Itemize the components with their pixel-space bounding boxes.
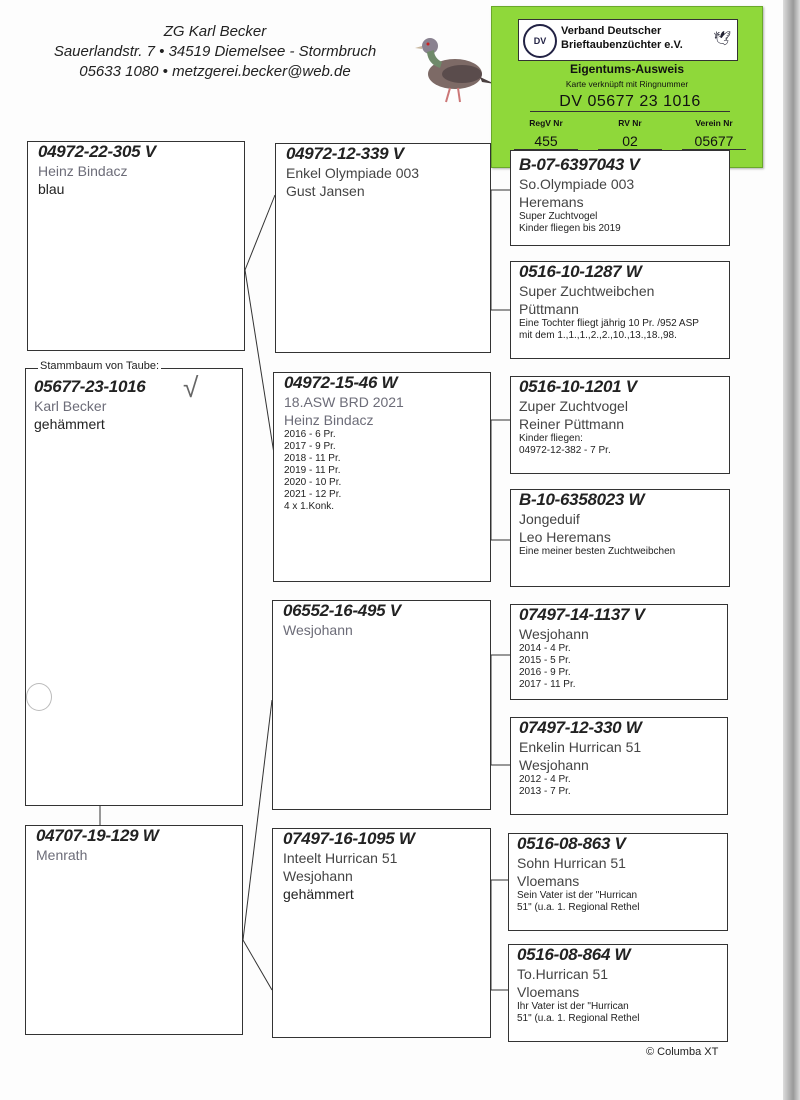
gp3-line1: Wesjohann [283,622,353,638]
ggp8-line1: To.Hurrican 51 [517,966,609,982]
ggp7-line2: Vloemans [517,873,580,889]
gp1-ring: 04972-12-339 V [286,144,404,163]
footer-copyright: © Columba XT [646,1046,719,1058]
ggp5-ring: 07497-14-1137 V [519,605,645,624]
gp3-ring: 06552-16-495 V [283,601,401,620]
regv-label: RegV Nr [529,118,563,128]
grandparent-box-2 [273,372,491,582]
ggp6-ring: 07497-12-330 W [519,718,642,737]
ggp2-note: Eine Tochter fliegt jährig 10 Pr. /952 ASP [519,318,699,329]
mother-breeder: Menrath [36,847,88,863]
header-contact: 05633 1080 • metzgerei.becker@web.de [79,63,351,80]
pedigree-caption: Stammbaum von Taube: [40,360,160,372]
regv-value: 455 [514,133,578,150]
gp4-line3: gehämmert [283,886,354,902]
father-color: blau [38,181,65,197]
gp2-result: 2019 - 11 Pr. [284,465,341,476]
punch-hole [26,683,52,711]
scan-edge [783,0,800,1100]
grandparent-box-4 [272,828,491,1038]
ggp3-note: Kinder fliegen: [519,433,583,444]
ggp6-line2: Wesjohann [519,757,589,773]
ggp7-line1: Sohn Hurrican 51 [517,855,626,871]
rv-label: RV Nr [618,118,642,128]
great-grandparent-box-2 [510,261,730,359]
great-grandparent-box-5 [510,604,728,700]
great-grandparent-box-8 [508,944,728,1042]
verein-label: Verein Nr [695,118,733,128]
father-breeder: Heinz Bindacz [38,163,128,179]
ggp3-line1: Zuper Zuchtvogel [519,398,628,414]
gp2-result: 2018 - 11 Pr. [284,453,341,464]
ggp2-ring: 0516-10-1287 W [519,262,642,281]
gp1-line1: Enkel Olympiade 003 [286,165,420,181]
gp2-line1: 18.ASW BRD 2021 [284,394,404,410]
gp2-line2: Heinz Bindacz [284,412,374,428]
gp4-line1: Inteelt Hurrican 51 [283,850,398,866]
mother-ring: 04707-19-129 W [36,826,159,845]
mother-box [25,825,243,1035]
card-ring-number: DV 05677 23 1016 [530,93,730,112]
ggp3-ring: 0516-10-1201 V [519,377,637,396]
father-box [27,141,245,351]
great-grandparent-box-1 [510,150,730,246]
ggp4-ring: B-10-6358023 W [519,490,645,509]
ggp4-line2: Leo Heremans [519,529,611,545]
ggp1-note: Kinder fliegen bis 2019 [519,223,621,234]
subject-color: gehämmert [34,416,105,432]
gp1-line2: Gust Jansen [286,183,365,199]
gp2-result: 2016 - 6 Pr. [284,429,336,440]
rv-value: 02 [598,133,662,150]
ggp7-note: Sein Vater ist der "Hurrican [517,890,638,901]
father-ring: 04972-22-305 V [38,142,156,161]
ggp8-note: Ihr Vater ist der "Hurrican [517,1001,629,1012]
ggp1-line1: So.Olympiade 003 [519,176,635,192]
gp2-result: 4 x 1.Konk. [284,501,335,512]
ggp2-line1: Super Zuchtweibchen [519,283,655,299]
dv-seal-icon: DV [523,24,557,58]
great-grandparent-box-4 [510,489,730,587]
great-grandparent-box-6 [510,717,728,815]
ggp6-result: 2012 - 4 Pr. [519,774,571,785]
org-line-2: Brieftaubenzüchter e.V. [561,39,683,51]
header-name: ZG Karl Becker [163,23,267,40]
ggp5-result: 2016 - 9 Pr. [519,667,571,678]
ggp5-result: 2014 - 4 Pr. [519,643,571,654]
gp2-result: 2020 - 10 Pr. [284,477,342,488]
header-address: Sauerlandstr. 7 • 34519 Diemelsee - Stormbruch [53,43,377,60]
ggp6-result: 2013 - 7 Pr. [519,786,571,797]
ggp5-line1: Wesjohann [519,626,589,642]
ggp4-line1: Jongeduif [519,511,580,527]
verein-value: 05677 [682,133,746,150]
ggp5-result: 2017 - 11 Pr. [519,679,576,690]
card-title: Eigentums-Ausweis [569,62,685,76]
ggp3-line2: Reiner Püttmann [519,416,625,432]
ggp3-note: 04972-12-382 - 7 Pr. [519,445,611,456]
bird-emblem-icon: 🕊 [713,30,731,46]
ggp1-note: Super Zuchtvogel [519,211,598,222]
gp4-ring: 07497-16-1095 W [283,829,415,848]
subject-ring: 05677-23-1016 [34,377,146,396]
gp4-line2: Wesjohann [283,868,353,884]
checkmark-icon: √ [183,372,199,403]
ggp8-line2: Vloemans [517,984,580,1000]
ggp2-line2: Püttmann [519,301,579,317]
subject-breeder: Karl Becker [34,398,107,414]
ggp1-ring: B-07-6397043 V [519,155,640,174]
gp2-result: 2017 - 9 Pr. [284,441,336,452]
ggp1-line2: Heremans [519,194,584,210]
ggp4-note: Eine meiner besten Zuchtweibchen [519,546,676,557]
ggp8-note: 51" (u.a. 1. Regional Rethel [517,1013,640,1024]
ggp8-ring: 0516-08-864 W [517,945,631,964]
subject-box [25,368,243,806]
ggp6-line1: Enkelin Hurrican 51 [519,739,642,755]
great-grandparent-box-7 [508,833,728,931]
ggp7-note: 51" (u.a. 1. Regional Rethel [517,902,640,913]
great-grandparent-box-3 [510,376,730,474]
org-line-1: Verband Deutscher [561,25,662,37]
gp2-ring: 04972-15-46 W [284,373,398,392]
ggp2-note: mit dem 1.,1.,1.,2.,2.,10.,13.,18.,98. [519,330,677,341]
gp2-result: 2021 - 12 Pr. [284,489,342,500]
grandparent-box-3 [272,600,491,810]
ggp5-result: 2015 - 5 Pr. [519,655,571,666]
grandparent-box-1 [275,143,491,353]
ggp7-ring: 0516-08-863 V [517,834,626,853]
card-subtitle: Karte verknüpft mit Ringnummer [565,79,689,89]
